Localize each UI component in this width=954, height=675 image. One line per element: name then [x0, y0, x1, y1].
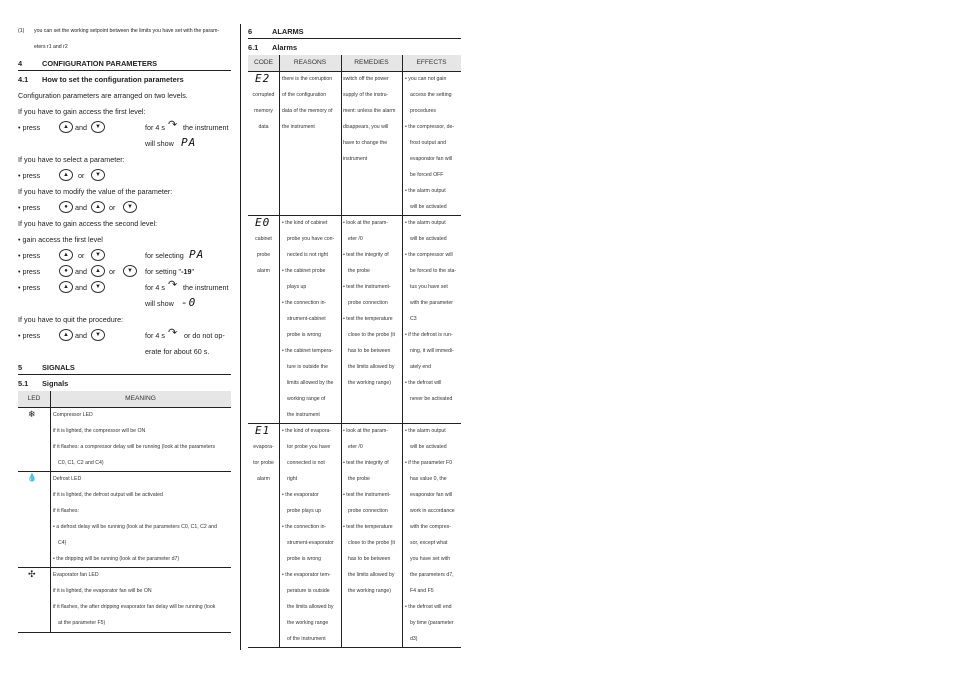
bullet-press-7: • press	[18, 331, 41, 340]
fan-icon: ✣	[28, 569, 36, 579]
hand-icon: ↷	[168, 279, 178, 291]
will-show-text: will show	[145, 139, 174, 148]
alarm-code-e1: E1	[255, 424, 271, 437]
section-51-heading: 5.1 Signals	[18, 379, 69, 388]
bullet-press-6: • press	[18, 283, 41, 292]
or-text: or	[109, 267, 116, 276]
signals-bottom-rule	[18, 632, 231, 633]
down-key-icon: ▼	[91, 249, 105, 261]
up-key-icon: ▲	[59, 121, 73, 133]
section-41-heading: 4.1 How to set the configuration parameters	[18, 75, 184, 84]
up-key-icon: ▲	[59, 329, 73, 341]
modify-value-text: If you have to modify the value of the parameter:	[18, 187, 173, 196]
the-instrument-text: the instrument	[183, 283, 229, 292]
alarms-header-remedies: REMEDIES	[354, 59, 389, 66]
alarms-bottom-rule	[248, 647, 461, 648]
bullet-press-3: • press	[18, 203, 41, 212]
and-text: and	[75, 283, 87, 292]
alarms-col-divider	[279, 55, 280, 647]
and-text: and	[75, 267, 87, 276]
alarms-col-divider	[341, 55, 342, 647]
footnote-line-1: you can set the working setpoint between the limits you have set with the param-	[34, 28, 220, 34]
compressor-led-meaning: Compressor LED if it is lighted, the compressor will be ON if it flashes: a compressor delay will be running (look at the parameters C0, C1, C2 and C4)	[53, 412, 216, 466]
or-text: or	[78, 171, 85, 180]
down-key-icon: ▼	[123, 265, 137, 277]
alarm-reasons-e2: there is the corruption of the configuration data of the memory of the instrument	[282, 76, 333, 130]
bullet-press-5: • press	[18, 267, 41, 276]
defrost-led-meaning: Defrost LED if it is lighted, the defrost output will be activated if it flashes: • a defrost delay will be running (look at the parameters C0, C1, C2 and C4) • the dripping will be running (look at the parameter d7)	[53, 476, 217, 562]
alarm-effects-e1: • the alarm output will be activated • if the parameter F0 has value 0, the evaporator fan will work in accordance with the compres- sor, except what you have set with the parameters d7, F4 and F5 • the defrost will end by time (parameter d3)	[405, 428, 455, 642]
alarm-effects-e0: • the alarm output will be activated • the compressor will be forced to the sta- tus you have set with the parameter C3 • if the defrost is run- ning, it will immedi- ately end • the defrost will never be activated	[405, 220, 457, 402]
for-4s-text: for 4 s	[145, 331, 165, 340]
footnote-mark: (1)	[18, 28, 25, 34]
section-61-heading: 6.1 Alarms	[248, 43, 298, 52]
intro-text: Configuration parameters are arranged on two levels.	[18, 91, 188, 100]
signals-header-led: LED	[27, 395, 41, 402]
display-zero: -0	[181, 296, 197, 309]
drops-icon: 💧	[27, 473, 37, 482]
alarms-header-code: CODE	[253, 59, 274, 66]
down-key-icon: ▼	[91, 121, 105, 133]
section-4-heading: 4 CONFIGURATION PARAMETERS	[18, 59, 158, 68]
up-key-icon: ▲	[59, 249, 73, 261]
and-text: and	[75, 203, 87, 212]
section-5-heading: 5 SIGNALS	[18, 363, 75, 372]
bullet-press-2: • press	[18, 171, 41, 180]
and-text: and	[75, 123, 87, 132]
for-4s-text: for 4 s	[145, 123, 165, 132]
alarm-remedies-e2: switch off the power supply of the instru- ment: unless the alarm disappears, you will have to change the instrument	[343, 76, 396, 162]
down-key-icon: ▼	[91, 329, 105, 341]
hand-icon: ↷	[168, 119, 178, 131]
alarm-effects-e2: • you can not gain access the setting procedures • the compressor, de- frost output and evaporator fan will be forced OFF • the alarm output will be activated	[405, 76, 455, 210]
set-key-icon: ●	[59, 201, 73, 213]
alarm-code-desc-e0: cabinet probe alarm	[255, 236, 272, 274]
signals-header-meaning: MEANING	[125, 395, 156, 402]
first-level-text: If you have to gain access the first level:	[18, 107, 146, 116]
up-key-icon: ▲	[91, 201, 105, 213]
up-key-icon: ▲	[91, 265, 105, 277]
down-key-icon: ▼	[91, 281, 105, 293]
gain-first-text: • gain access the first level	[18, 235, 103, 244]
alarm-code-e0: E0	[255, 216, 271, 229]
for-4s-text: for 4 s	[145, 283, 165, 292]
bullet-press-1: • press	[18, 123, 41, 132]
for-selecting-text: for selecting	[145, 251, 184, 260]
alarm-reasons-e0: • the kind of cabinet probe you have con- nected is not right • the cabinet probe plays up • the connection in- strument-cabinet probe is wrong • the cabinet tempera- ture is outside the limits allowed by the working range of the instrument	[282, 220, 335, 418]
snowflake-icon: ❄	[28, 409, 36, 419]
alarms-header-reasons: REASONS	[293, 59, 327, 66]
will-show-text: will show	[145, 299, 174, 308]
section-4-rule	[18, 70, 231, 71]
alarm-code-desc-e1: evapora- tor probe alarm	[253, 444, 274, 482]
quit-text: If you have to quit the procedure:	[18, 315, 124, 324]
for-setting-text: for setting "-19"	[145, 267, 195, 276]
display-pa: PA	[189, 248, 205, 261]
down-key-icon: ▼	[123, 201, 137, 213]
alarm-remedies-e0: • look at the param- eter /0 • test the integrity of the probe • test the instrument- probe connection • test the temperature close to the probe (it has to be between the limits allowed by the working range)	[343, 220, 396, 386]
do-not-operate-text: or do not op-	[184, 331, 225, 340]
erate-text: erate for about 60 s.	[145, 347, 210, 356]
or-text: or	[109, 203, 116, 212]
alarms-col-divider	[402, 55, 403, 647]
signals-col-divider	[50, 391, 51, 633]
section-6-rule	[248, 38, 461, 39]
footnote-line-2: eters r1 and r2	[34, 44, 68, 50]
alarm-reasons-e1: • the kind of evapora- tor probe you have connected is not right • the evaporator probe plays up • the connection in- strument-evaporator probe is wrong • the evaporator tem- perature is outside the limits allowed by the working range of the instrument	[282, 428, 334, 642]
fan-led-meaning: Evaporator fan LED if it is lighted, the evaporator fan will be ON if it flashes, the after dripping evaporator fan delay will be running (look at the parameter F5)	[53, 572, 216, 626]
set-key-icon: ●	[59, 265, 73, 277]
alarms-header-effects: EFFECTS	[416, 59, 447, 66]
up-key-icon: ▲	[59, 281, 73, 293]
second-level-text: If you have to gain access the second level:	[18, 219, 158, 228]
down-key-icon: ▼	[91, 169, 105, 181]
bullet-press-4: • press	[18, 251, 41, 260]
the-instrument-text: the instrument	[183, 123, 229, 132]
page-divider	[240, 24, 241, 650]
up-key-icon: ▲	[59, 169, 73, 181]
and-text: and	[75, 331, 87, 340]
alarm-remedies-e1: • look at the param- eter /0 • test the integrity of the probe • test the instrument- probe connection • test the temperature close to the probe (it has to be between the limits allowed by the working range)	[343, 428, 396, 594]
hand-icon: ↷	[168, 327, 178, 339]
section-6-heading: 6 ALARMS	[248, 27, 304, 36]
alarm-code-e2: E2	[255, 72, 271, 85]
display-pa: PA	[181, 136, 197, 149]
alarm-code-desc-e2: corrupted memory data	[252, 92, 275, 130]
or-text: or	[78, 251, 85, 260]
select-param-text: If you have to select a parameter:	[18, 155, 125, 164]
section-5-rule	[18, 374, 231, 375]
